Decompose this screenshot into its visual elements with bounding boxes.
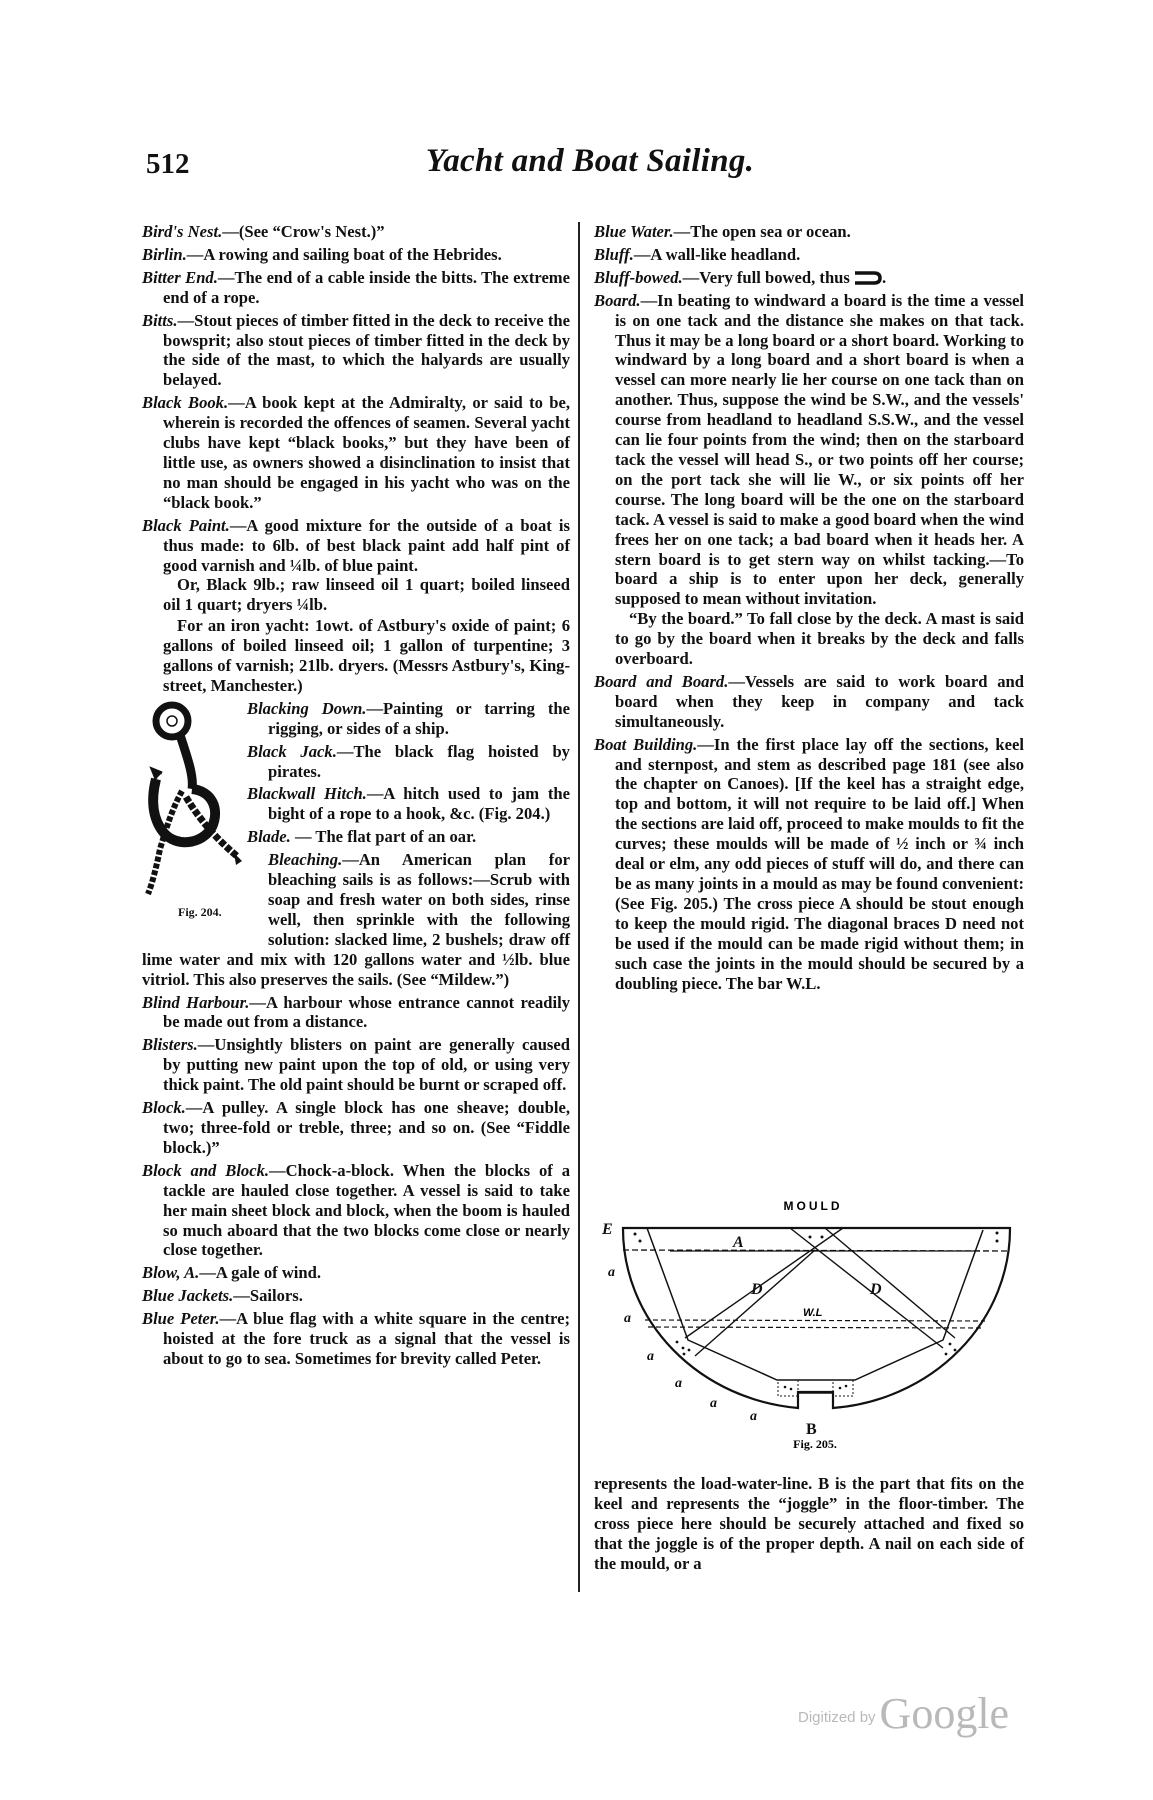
glossary-entry: Bitter End.—The end of a cable inside the bitts. The extreme end of a rope.	[142, 267, 570, 307]
glossary-entry: Boat Building.—In the first place lay off the sections, keel and sternpost, and stem as described page 181 (see also the chapter on Canoes). [If the keel has a straight edge, top and bottom, it will not require to be laid off.] When the sections are laid off, proceed to make moulds to fit the curves; these moulds will be made of ½ inch or ¾ inch deal or elm, any odd pieces of stuff will do, and there can be as many joints in a mould as may be found convenient: (See Fig. 205.) The cross piece A should be stout enough to keep the mould rigid. The diagonal braces D need not be used if the mould can be made rigid without them; in such case the joints in the mould should be secured by a doubling piece. The bar W.L.	[594, 734, 1024, 993]
glossary-entry: Blacking Down.—Painting or tarring the rigging, or sides of a ship.	[247, 698, 570, 738]
glossary-entry: Blue Jackets.—Sailors.	[142, 1286, 303, 1306]
glossary-entry: Bluff.—A wall-like headland.	[594, 244, 801, 264]
label-a-crosspiece: A	[733, 1234, 744, 1251]
glossary-entry: Blackwall Hitch.—A hitch used to jam the bight of a rope to a hook, &c. (Fig. 204.)	[247, 784, 570, 824]
right-column-continued	[594, 1474, 1024, 1577]
label-wl: W.L	[803, 1307, 823, 1319]
glossary-entry: Bleaching.—An American plan for bleaching sails is as follows:—Scrub with soap and fresh water on both sides, rinse well, then sprinkle with the following solution: slacked lime, 2 bushels; draw off lime water and mix with 120 gallons water and ½lb. blue vitriol. This also preserves the sails. (See “Mildew.”)	[142, 850, 570, 989]
glossary-entry: Blind Harbour.—A harbour whose entrance cannot readily be made out from a distance.	[142, 992, 571, 1032]
label-a: a	[647, 1349, 654, 1364]
label-a: a	[624, 1311, 631, 1326]
glossary-entry: Black Paint.—A good mixture for the outside of a boat is thus made: to 6lb. of best black paint add half pint of good varnish and ¼lb. of blue paint.	[142, 515, 570, 575]
glossary-entry: Block and Block.—Chock-a-block. When the blocks of a tackle are hauled close together. A vessel is said to take her main sheet block and block, when the boom is hauled so much aboard that the two blocks come close or nearly close together.	[142, 1160, 570, 1260]
label-e: E	[602, 1221, 613, 1238]
entry-paragraph: “By the board.” To fall close by the deck. A mast is said to go by the board when it breaks by the deck and falls overboard.	[615, 609, 1024, 669]
glossary-entry: Block.—A pulley. A single block has one sheave; double, two; three-fold or treble, three; and so on. (See “Fiddle block.)”	[142, 1098, 570, 1157]
glossary-entry: Blue Peter.—A blue flag with a white square in the centre; hoisted at the fore truck as a signal that the vessel is about to go to sea. Sometimes for brevity called Peter.	[142, 1309, 571, 1368]
label-a: a	[608, 1265, 615, 1280]
figure-204	[142, 699, 264, 931]
digitized-by-google-watermark: Digitized by Google	[798, 1689, 1010, 1738]
glossary-entry: Board and Board.—Vessels are said to work board and board when they keep in company and tack simultaneously.	[594, 671, 1024, 731]
label-b: B	[806, 1421, 817, 1438]
right-column	[594, 222, 1024, 996]
label-d-left: D	[751, 1281, 763, 1298]
glossary-entry: Birlin.—A rowing and sailing boat of the Hebrides.	[142, 244, 502, 264]
glossary-entry: Black Jack.—The black flag hoisted by pirates.	[247, 741, 570, 781]
glossary-entry: Blue Water.—The open sea or ocean.	[594, 222, 851, 241]
figure-caption: Fig. 205.	[793, 1437, 837, 1451]
label-a: a	[750, 1409, 757, 1424]
glossary-entry: Bitts.—Stout pieces of timber fitted in the deck to receive the bowsprit; also stout pieces of timber fitted in the deck by the side of the mast, to which the halyards are usually belayed.	[142, 310, 570, 390]
glossary-entry: Board.—In beating to windward a board is the time a vessel is on one tack and the distance she makes on that tack. Thus it may be a long board or a short board. Working to windward by a long board and a short board is when a vessel can more nearly lie her course on one tack than on another. Thus, suppose the wind be S.W., and the vessels' course from headland to headland S.S.W., and the vessel can lie four points from the wind; then on the starboard tack the vessel will head S., or two points off her course; on the port tack she will lie W., or six points off her course. The long board will be the one on the starboard tack. A vessel is said to make a good board when the wind frees her on one tack; a bad board when it heads her. A stern board is to get stern way on whilst tacking.—To board a ship is to enter upon her deck, generally supposed to mean without invitation.	[594, 290, 1024, 609]
column-rule	[578, 222, 580, 1592]
label-a: a	[675, 1376, 682, 1391]
running-title: Yacht and Boat Sailing.	[425, 143, 755, 179]
glossary-entry: Blade. — The flat part of an oar.	[247, 827, 477, 847]
bluff-bow-shape-icon	[854, 271, 882, 285]
figure-205-mould-diagram	[600, 1190, 1020, 1460]
glossary-entry: Blow, A.—A gale of wind.	[142, 1263, 322, 1283]
figure-title: MOULD	[783, 1199, 843, 1213]
glossary-entry: Blisters.—Unsightly blisters on paint are generally caused by putting new paint upon the top of old, or using very thick paint. The old paint should be burnt or scraped off.	[142, 1035, 570, 1095]
label-a: a	[710, 1396, 717, 1411]
figure-caption: Fig. 204.	[178, 904, 222, 919]
entry-paragraph: Or, Black 9lb.; raw linseed oil 1 quart; boiled linseed oil 1 quart; dryers ¼lb.	[163, 575, 570, 615]
glossary-entry: Black Book.—A book kept at the Admiralty, or said to be, wherein is recorded the offences of seamen. Several yacht clubs have kept “black books,” but they have been of little use, as owners showed a disinclination to insist that no man should be engaged in his yacht who was on the “black book.”	[142, 393, 570, 512]
page-number: 512	[146, 148, 190, 180]
glossary-entry: Bird's Nest.—(See “Crow's Nest.)”	[142, 222, 385, 241]
label-d-right: D	[870, 1281, 882, 1298]
glossary-entry: Bluff-bowed.—Very full bowed, thus .	[594, 267, 887, 287]
entry-continuation: represents the load-water-line. B is the part that fits on the keel and represents the “joggle” in the floor-timber. The cross piece here should be securely attached and fixed so that the joggle is of the proper depth. A nail on each side of the mould, or a	[594, 1474, 1024, 1573]
entry-paragraph: For an iron yacht: 1owt. of Astbury's oxide of paint; 6 gallons of boiled linseed oil; 1 gallon of turpentine; 3 gallons of varnish; 21lb. dryers. (Messrs Astbury's, King-street, Manchester.)	[163, 616, 570, 695]
blackwall-hitch-illustration	[142, 699, 264, 914]
left-column	[142, 222, 570, 1372]
